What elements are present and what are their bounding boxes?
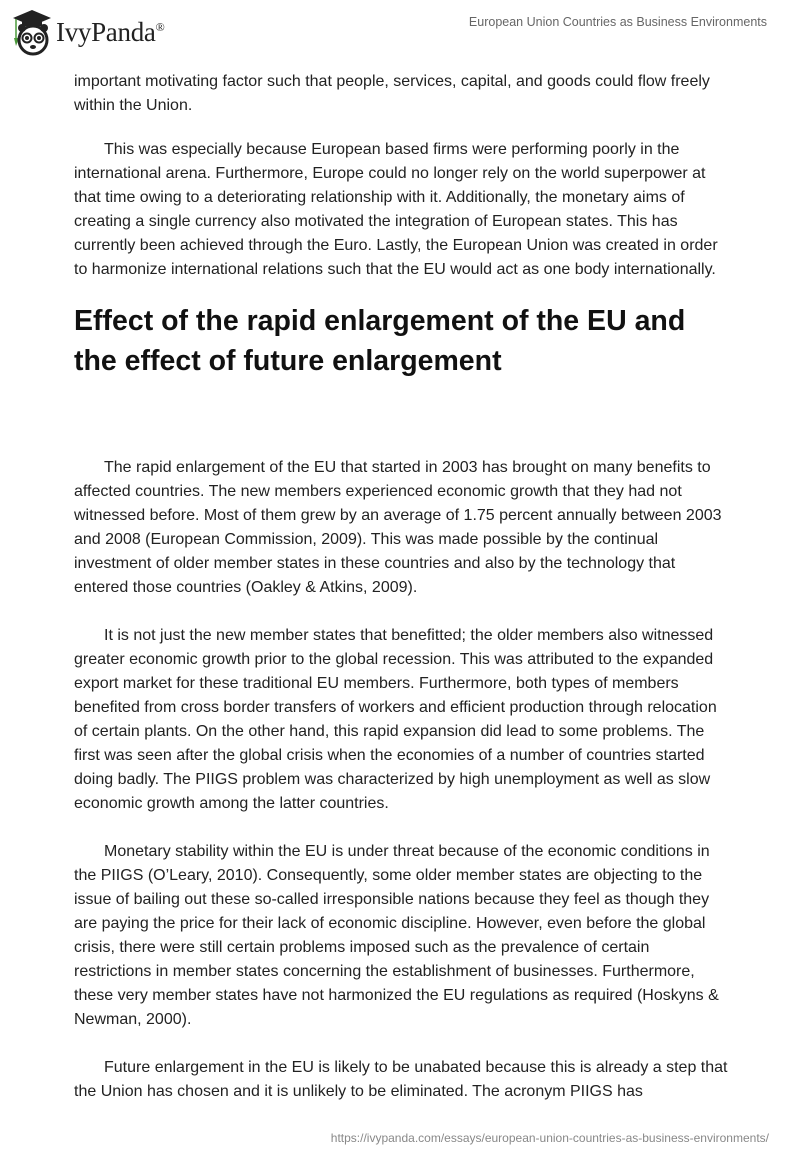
essay-body	[74, 70, 730, 1128]
page-header	[0, 0, 800, 60]
panda-graduate-icon	[12, 8, 52, 56]
paragraph: This was especially because European based firms were performing poorly in the international arena. Furthermore, Europe could no longer rely on the world superpower at that time owing to a deteriorating relationship with it. Additionally, the monetary aims of creating a single currency also motivated the integration of European states. This has currently been achieved through the Euro. Lastly, the European Union was created in order to harmonize international relations such that the EU would act as one body internationally.	[74, 141, 718, 278]
ivypanda-logo[interactable]	[12, 8, 164, 56]
paragraph: Monetary stability within the EU is under threat because of the economic conditions in the PIIGS (O’Leary, 2010). Consequently, some older member states are objecting to the issue of bailing out these so-called irresponsible nations because they feel as though they are paying the price for their lack of economic discipline. However, even before the global crisis, there were still certain problems imposed such as the prevalence of certain restrictions in member states concerning the establishment of businesses. Furthermore, these very member states have not harmonized the EU regulations as required (Hoskyns & Newman, 2000).	[74, 843, 719, 1028]
paragraph: It is not just the new member states that benefitted; the older members also witnessed greater economic growth prior to the global recession. This was attributed to the expanded export market for these traditional EU members. Furthermore, both types of members benefited from cross border transfers of workers and efficient production through relocation of certain plants. On the other hand, this rapid expansion did lead to some problems. The first was seen after the global crisis when the economies of a number of countries started doing badly. The PIIGS problem was characterized by high unemployment as well as slow economic growth among the latter countries.	[74, 627, 717, 812]
section-heading: Effect of the rapid enlargement of the EU and the effect of future enlargement	[74, 305, 686, 377]
source-url-link[interactable]: https://ivypanda.com/essays/european-union-countries-as-business-environments/	[330, 1131, 769, 1145]
paragraph: The rapid enlargement of the EU that started in 2003 has brought on many benefits to affected countries. The new members experienced economic growth that they had not witnessed before. Most of them grew by an average of 1.75 percent annually between 2003 and 2008 (European Commission, 2009). This was made possible by the continual investment of older member states in these countries and also by the technology that entered those countries (Oakley & Atkins, 2009).	[74, 459, 722, 596]
logo-text: IvyPanda®	[56, 16, 165, 47]
paragraph: Future enlargement in the EU is likely to be unabated because this is already a step that the Union has chosen and it is unlikely to be eliminated. The acronym PIIGS has	[74, 1059, 728, 1100]
paragraph: important motivating factor such that people, services, capital, and goods could flow freely within the Union.	[74, 73, 710, 114]
document-title: European Union Countries as Business Environments	[468, 15, 767, 29]
